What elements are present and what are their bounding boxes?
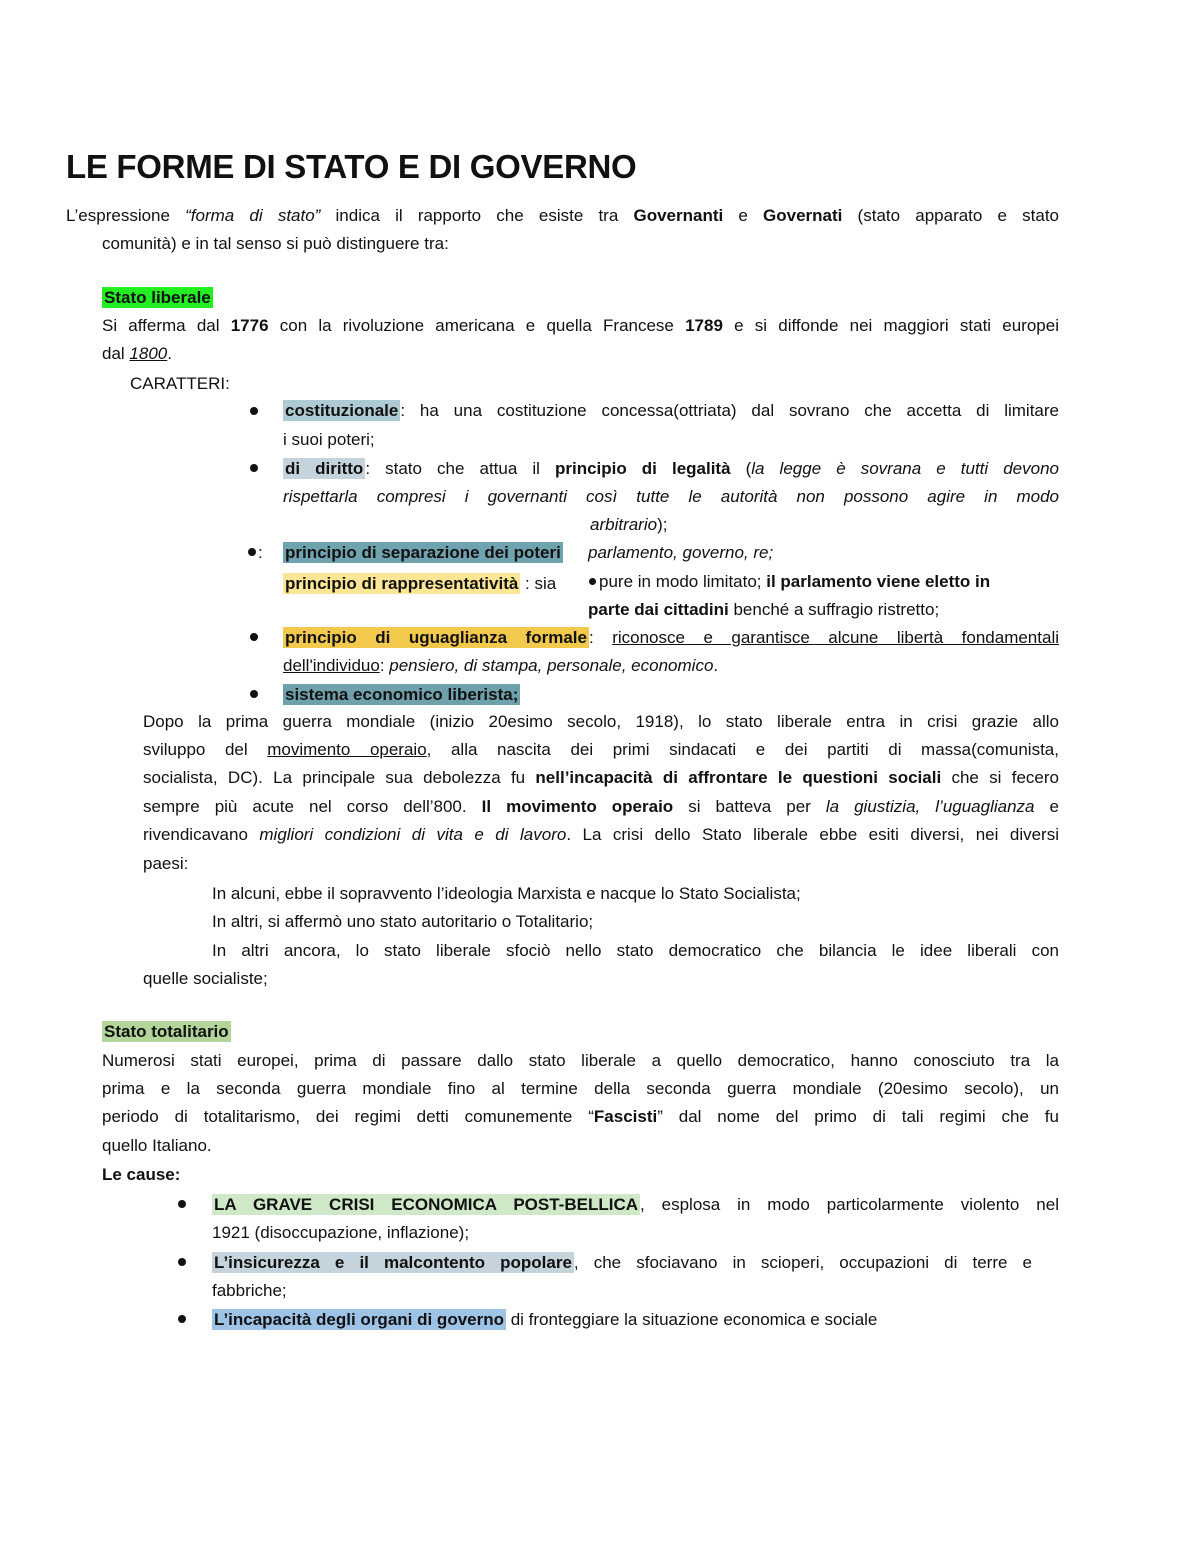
carattere-rappresentativita-cont: parte dai cittadini benché a suffragio ristretto; [588,600,940,619]
carattere-diritto-cont: rispettarla compresi i governanti così tutte le autorità non possono agire in modo [283,487,1059,506]
carattere-rappresentativita: principio di rappresentatività : sia [285,574,557,593]
totalitario-line-3: periodo di totalitarismo, dei regimi detti comunemente “Fascisti” dal nome del primo di tali regimi che fu [102,1107,1059,1126]
intro-governati: Governati [763,206,843,225]
carattere-costituzionale-cont: i suoi poteri; [283,430,375,449]
page-title: LE FORME DI STATO E DI GOVERNO [66,148,637,185]
esito-1: In alcuni, ebbe il sopravvento l’ideologia Marxista e nacque lo Stato Socialista; [212,884,801,903]
carattere-rappresentativita-text: pure in modo limitato; il parlamento viene eletto in [599,572,991,591]
esito-3: In altri ancora, lo stato liberale sfociò nello stato democratico che bilancia le idee liberali con [212,941,1059,960]
totalitario-line-1: Numerosi stati europei, prima di passare dallo stato liberale a quello democratico, hanno conosciuto tra la [102,1051,1059,1070]
cause-label: Le cause: [102,1165,181,1184]
liberale-line-2: dal 1800. [102,344,172,363]
bullet-icon [178,1200,186,1208]
crisi-line-4: sempre più acute nel corso dell’800. Il movimento operaio si batteva per la giustizia, l’uguaglianza e [143,797,1059,816]
intro-text: (stato apparato e stato [842,206,1060,225]
causa-1: LA GRAVE CRISI ECONOMICA POST-BELLICA , esplosa in modo particolarmente violento nel [214,1195,1059,1214]
bullet-icon [250,464,258,472]
causa-1-cont: 1921 (disoccupazione, inflazione); [212,1223,470,1242]
crisi-line-5: rivendicavano migliori condizioni di vita e di lavoro. La crisi dello Stato liberale ebbe esiti diversi, nei diversi [143,825,1059,844]
carattere-separazione: principio di separazione dei poteri [285,543,561,562]
carattere-diritto: di diritto : stato che attua il principio di legalità (la legge è sovrana e tutti devono [285,459,1059,478]
liberale-line-1: Si afferma dal 1776 con la rivoluzione americana e quella Francese 1789 e si diffonde nei maggiori stati europei [102,316,1059,335]
carattere-uguaglianza-cont: dell'individuo: pensiero, di stampa, personale, economico. [283,656,719,675]
esito-3-cont: quelle socialiste; [143,969,268,988]
intro-line-2: comunità) e in tal senso si può distinguere tra: [102,234,449,253]
causa-2-cont: fabbriche; [212,1281,287,1300]
totalitario-line-2: prima e la seconda guerra mondiale fino al termine della seconda guerra mondiale (20esimo secolo), un [102,1079,1059,1098]
esito-2: In altri, si affermò uno stato autoritario o Totalitario; [212,912,594,931]
caratteri-label: CARATTERI: [130,374,230,393]
carattere-costituzionale: costituzionale : ha una costituzione concessa(ottriata) dal sovrano che accetta di limitare [285,401,1059,420]
bullet-icon [250,407,258,415]
section-heading-totalitario: Stato totalitario [104,1022,229,1041]
intro-italic: “forma di stato” [185,206,321,225]
intro-line-1 [66,202,1059,230]
carattere-diritto-end: arbitrario); [590,515,668,534]
bullet-icon [178,1258,186,1266]
bullet-icon [178,1315,186,1323]
crisi-line-6: paesi: [143,854,189,873]
intro-text: indica il rapporto che esiste tra [320,206,634,225]
carattere-separazione-text: parlamento, governo, re; [588,543,774,562]
intro-text: L’espressione [66,206,186,225]
intro-text: e [723,206,764,225]
totalitario-line-4: quello Italiano. [102,1136,212,1155]
carattere-liberista: sistema economico liberista; [285,685,519,704]
intro-governanti: Governanti [633,206,724,225]
crisi-line-1: Dopo la prima guerra mondiale (inizio 20esimo secolo, 1918), lo stato liberale entra in crisi grazie allo [143,712,1059,731]
bullet-icon [250,690,258,698]
carattere-separazione-prefix: : [258,543,263,562]
crisi-line-3: socialista, DC). La principale sua debolezza fu nell’incapacità di affrontare le questioni sociali che si fecero [143,768,1059,787]
causa-2: L’insicurezza e il malcontento popolare , che sfociavano in scioperi, occupazioni di terre e [214,1253,1032,1272]
bullet-icon [248,548,256,556]
bullet-icon [589,578,596,585]
bullet-icon [250,633,258,641]
crisi-line-2: sviluppo del movimento operaio, alla nascita dei primi sindacati e dei partiti di massa(comunista, [143,740,1059,759]
carattere-uguaglianza: principio di uguaglianza formale : riconosce e garantisce alcune libertà fondamentali [285,628,1059,647]
section-heading-liberale: Stato liberale [104,288,211,307]
causa-3: L’incapacità degli organi di governo di fronteggiare la situazione economica e sociale [214,1310,878,1329]
